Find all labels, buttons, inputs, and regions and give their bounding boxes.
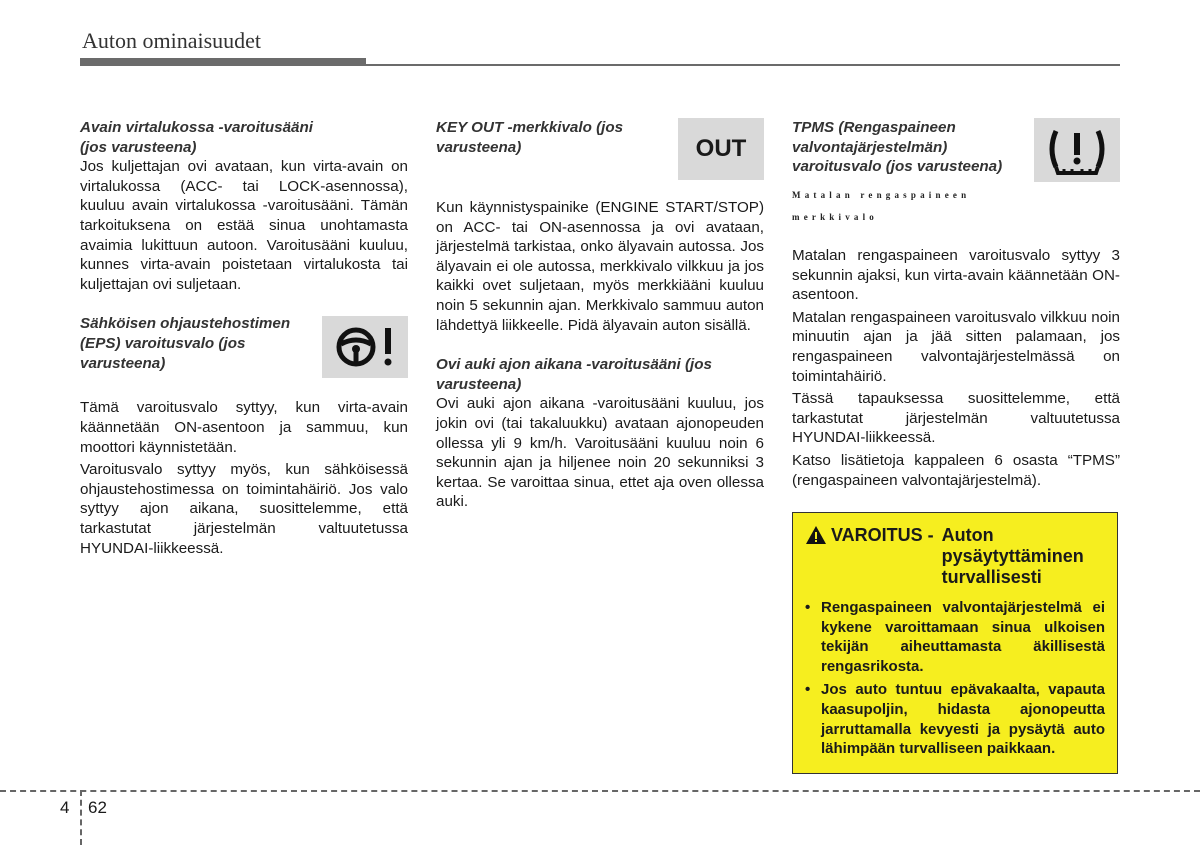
warning-triangle-icon — [805, 525, 827, 545]
warning-item — [805, 598, 1105, 676]
column-1 — [80, 118, 408, 561]
door-body: Ovi auki ajon aikana -varoitusääni kuuluu, jos jokin ovi (tai takaluukku) avataan ajonopeuden ollessa yli 9 km/h. Varoitusääni kuuluu noin 6 sekunnin ajan ja hiljenee noin 20 sekunniksi 3 kertaa. Se varoittaa sinua, ettet aja oven ollessa auki. — [436, 395, 764, 511]
column-3 — [792, 118, 1120, 493]
steering-warning-icon — [322, 316, 408, 378]
section-number: 4 — [60, 798, 70, 817]
tpms-caption-1: Matalan rengaspaineen — [792, 190, 971, 200]
eps-heading: Sähköisen ohjaustehostimen (EPS) varoitusvalo (jos varusteena) — [80, 315, 291, 372]
header-bar — [80, 58, 366, 66]
column-2 — [436, 118, 764, 515]
keyout-body: Kun käynnistyspainike (ENGINE START/STOP) on ACC- tai ON-asennossa ja ovi avataan, järjestelmä tarkistaa, onko älyavain autossa. Jos älyavain ei ole autossa, merkkivalo vilkkuu ja jos kaikki ovet suljetaan, myös merkkiääni kuuluu noin 5 sekunnin ajan. Merkkivalo sammuu auton lähdettyä liikkeelle. Pidä älyavain auton sisällä. — [436, 199, 764, 334]
page-number: 62 — [88, 798, 107, 817]
bullet: • — [805, 681, 811, 699]
header-rule — [366, 64, 1120, 66]
keyout-heading: KEY OUT -merkkivalo (jos varusteena) — [436, 119, 624, 156]
tpms-caption-2: merkkivalo — [792, 212, 878, 222]
warning-item-text: Jos auto tuntuu epävakaalta, vapauta kaasupoljin, hidasta ajonopeutta jarruttamalla kevyesti ja pysäytä auto lähimpään turvalliseen paikkaan. — [821, 681, 1105, 758]
tpms-body-3: Tässä tapauksessa suosittelemme, että tarkastutat järjestelmän valtuutetussa HYUNDAI-liikkeessä. — [792, 390, 1120, 447]
warning-title: Auton pysäytyttäminen turvallisesti — [941, 525, 1084, 587]
warning-list — [805, 598, 1105, 759]
warning-item-text: Rengaspaineen valvontajärjestelmä ei kykene varoittamaan sinua ulkoisen tekijän aiheuttamasta äkillisestä rengasrikosta. — [821, 599, 1105, 675]
eps-body-2: Varoitusvalo syttyy myös, kun sähköisessä ohjaustehostimessa on toimintahäiriö. Jos valo syttyy ajon aikana, suosittelemme, että tarkastutat järjestelmän valtuutetussa HYUNDAI-liikkeessä. — [80, 461, 408, 557]
tpms-body-2: Matalan rengaspaineen varoitusvalo vilkkuu noin minuutin ajan ja jää sitten palamaan, jos rengaspaineen valvontajärjestelmässä on toimintahäiriö. — [792, 308, 1120, 385]
warning-label: VAROITUS - — [831, 525, 934, 545]
key-warning-heading: Avain virtalukossa -varoitusääni (jos varusteena) — [80, 119, 313, 156]
door-heading: Ovi auki ajon aikana -varoitusääni (jos varusteena) — [436, 356, 713, 393]
key-out-icon-text: OUT — [695, 135, 747, 163]
tpms-body-4: Katso lisätietoja kappaleen 6 osasta “TPMS” (rengaspaineen valvontajärjestelmä). — [792, 451, 1120, 489]
tpms-body-1: Matalan rengaspaineen varoitusvalo syttyy 3 sekunnin ajaksi, kun virta-avain käännetään ON-asentoon. — [792, 247, 1120, 304]
footer-divider — [80, 790, 82, 845]
warning-box — [792, 512, 1118, 774]
key-out-icon — [678, 118, 764, 180]
key-warning-body: Jos kuljettajan ovi avataan, kun virta-avain on virtalukossa (ACC- tai LOCK-asennossa), kuuluu avain virtalukossa -varoitusääni. Tämän tarkoituksena on estää sinua unohtamasta avaimia lukittuun autoon. Varoitusääni kuuluu, kunnes virta-avain poistetaan virtalukosta tai kuljettajan ovi suljetaan. — [80, 158, 408, 293]
page-header-title: Auton ominaisuudet — [82, 28, 262, 53]
warning-header — [805, 525, 1105, 588]
bullet: • — [805, 599, 811, 616]
warning-item — [805, 680, 1105, 758]
eps-body-1: Tämä varoitusvalo syttyy, kun virta-avain käännetään ON-asentoon ja sammuu, kun moottori käynnistetään. — [80, 399, 408, 456]
tire-pressure-warning-icon — [1034, 118, 1120, 182]
footer-rule — [0, 790, 1200, 792]
tpms-heading: TPMS (Rengaspaineen valvontajärjestelmän) varoitusvalo (jos varusteena) — [792, 119, 1003, 176]
